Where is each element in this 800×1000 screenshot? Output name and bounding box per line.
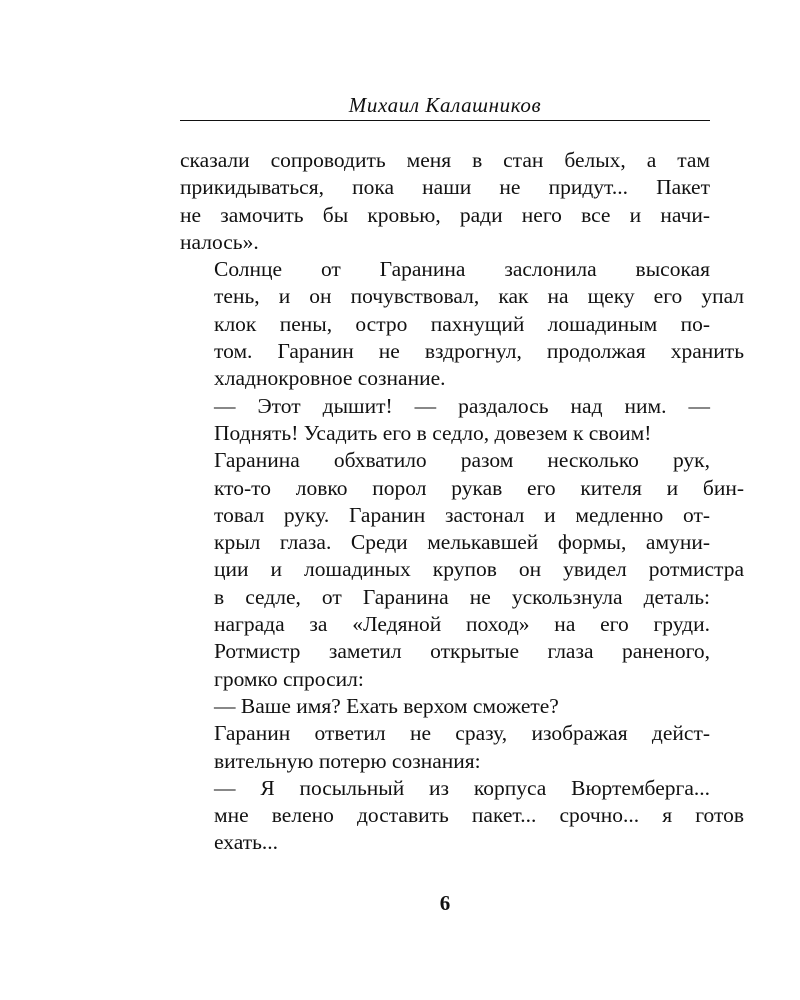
text-line: прикидываться, пока наши не придут... Пакет [180,175,710,200]
paragraph [180,393,710,448]
text-line: Гаранина обхватило разом несколько рук, [214,448,710,473]
paragraph [180,147,710,256]
text-line: тень, и он почувствовал, как на щеку его упал [214,284,745,309]
text-line: налось». [180,229,259,254]
text-line: крыл глаза. Среди мелькавшей формы, амуни- [214,530,710,555]
text-line: — Этот дышит! — раздалось над ним. — [214,393,710,418]
body-text [180,147,745,857]
text-line: громко спросил: [214,666,364,691]
text-line: сказали сопроводить меня в стан белых, а там [180,148,711,172]
text-line: — Я посыльный из корпуса Вюртемберга... [214,775,710,800]
text-line: том. Гаранин не вздрогнул, продолжая хранить [214,339,744,364]
text-line: клок пены, остро пахнущий лошадиным по- [214,311,710,336]
text-line: в седле, от Гаранина не ускользнула деталь: [214,584,710,609]
paragraph [180,693,710,720]
text-line: Поднять! Усадить его в седло, довезем к своим! [214,420,652,445]
page-number: 6 [439,891,451,915]
text-line: кто-то ловко порол рукав его кителя и бин- [214,475,744,500]
text-line: не замочить бы кровью, ради него все и начи- [180,202,710,227]
text-line: вительную потерю сознания: [214,748,481,773]
running-head-author: Михаил Калашников [348,93,542,117]
text-line: мне велено доставить пакет... срочно... я готов [214,803,745,828]
text-line: товал руку. Гаранин застонал и медленно от- [214,502,710,527]
text-line: награда за «Ледяной поход» на его груди. [214,612,710,637]
text-line: Солнце от Гаранина заслонила высокая [214,257,710,282]
text-line: хладнокровное сознание. [214,366,446,391]
text-line: Ротмистр заметил открытые глаза раненого, [214,639,710,664]
paragraph [180,775,745,857]
text-line: Гаранин ответил не сразу, изображая дейст- [214,721,711,746]
text-line: ции и лошадиных крупов он увидел ротмистра [214,557,744,582]
header-rule [180,120,710,121]
paragraph [180,256,745,392]
text-line: — Ваше имя? Ехать верхом сможете? [214,693,559,718]
paragraph [180,447,744,693]
paragraph [180,720,710,775]
text-line: ехать... [214,830,279,855]
